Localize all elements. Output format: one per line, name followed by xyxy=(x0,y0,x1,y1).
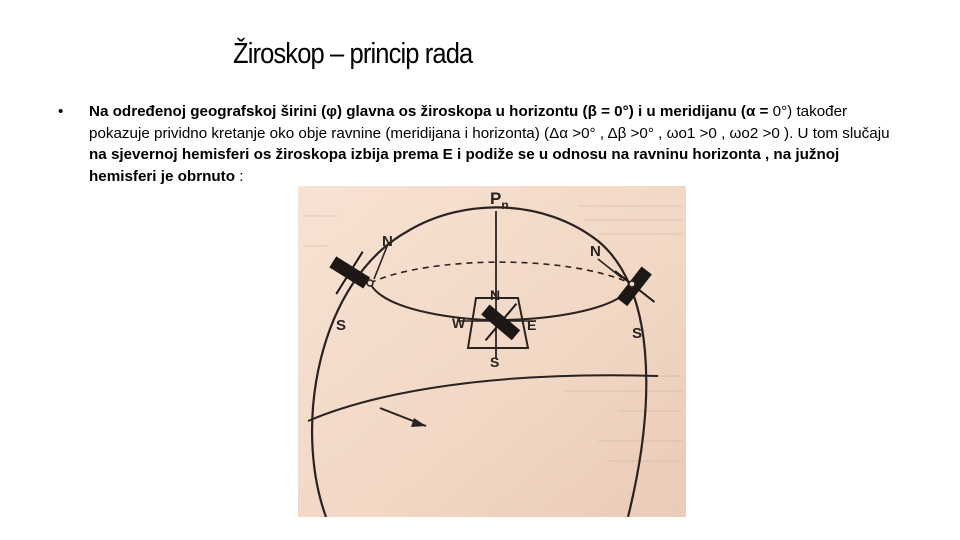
left-s-label: S xyxy=(336,317,347,334)
bullet-marker: • xyxy=(58,103,64,120)
center-w-label: W xyxy=(452,315,466,331)
right-n-label: N xyxy=(590,243,601,260)
paragraph-bold-1: Na određenoj geografskoj širini (φ) glavna os žiroskopa u horizontu (β = 0°) i u meridijanu (α = xyxy=(89,103,769,120)
left-pivot xyxy=(367,280,373,286)
pole-label: $P_n$ xyxy=(490,189,509,212)
center-n-label: N xyxy=(490,287,501,303)
photo-background xyxy=(298,186,686,517)
paragraph-normal-2: : xyxy=(235,167,244,185)
slide-title: Žiroskop – princip rada xyxy=(233,38,473,70)
right-s-label: S xyxy=(632,325,643,342)
gyroscope-sphere-figure xyxy=(298,186,686,517)
right-pivot xyxy=(629,281,635,287)
left-n-label: N xyxy=(382,233,393,250)
paragraph-normal-1: 0°) također pokazuje prividno kretanje oko obje ravnine (meridijana i horizonta) (Δα >0° , Δβ >0° , ωo1 >0 , ωo2 >0 ). U tom slučaju xyxy=(89,103,890,142)
bullet-paragraph xyxy=(58,101,891,187)
paragraph-bold-2: na sjevernoj hemisferi os žiroskopa izbija prema E i podiže se u odnosu na ravninu horizonta , na južnoj hemisferi je obrnuto xyxy=(89,146,840,185)
center-e-label: E xyxy=(527,317,537,333)
paragraph-text xyxy=(71,101,891,187)
center-s-label: S xyxy=(490,354,500,370)
